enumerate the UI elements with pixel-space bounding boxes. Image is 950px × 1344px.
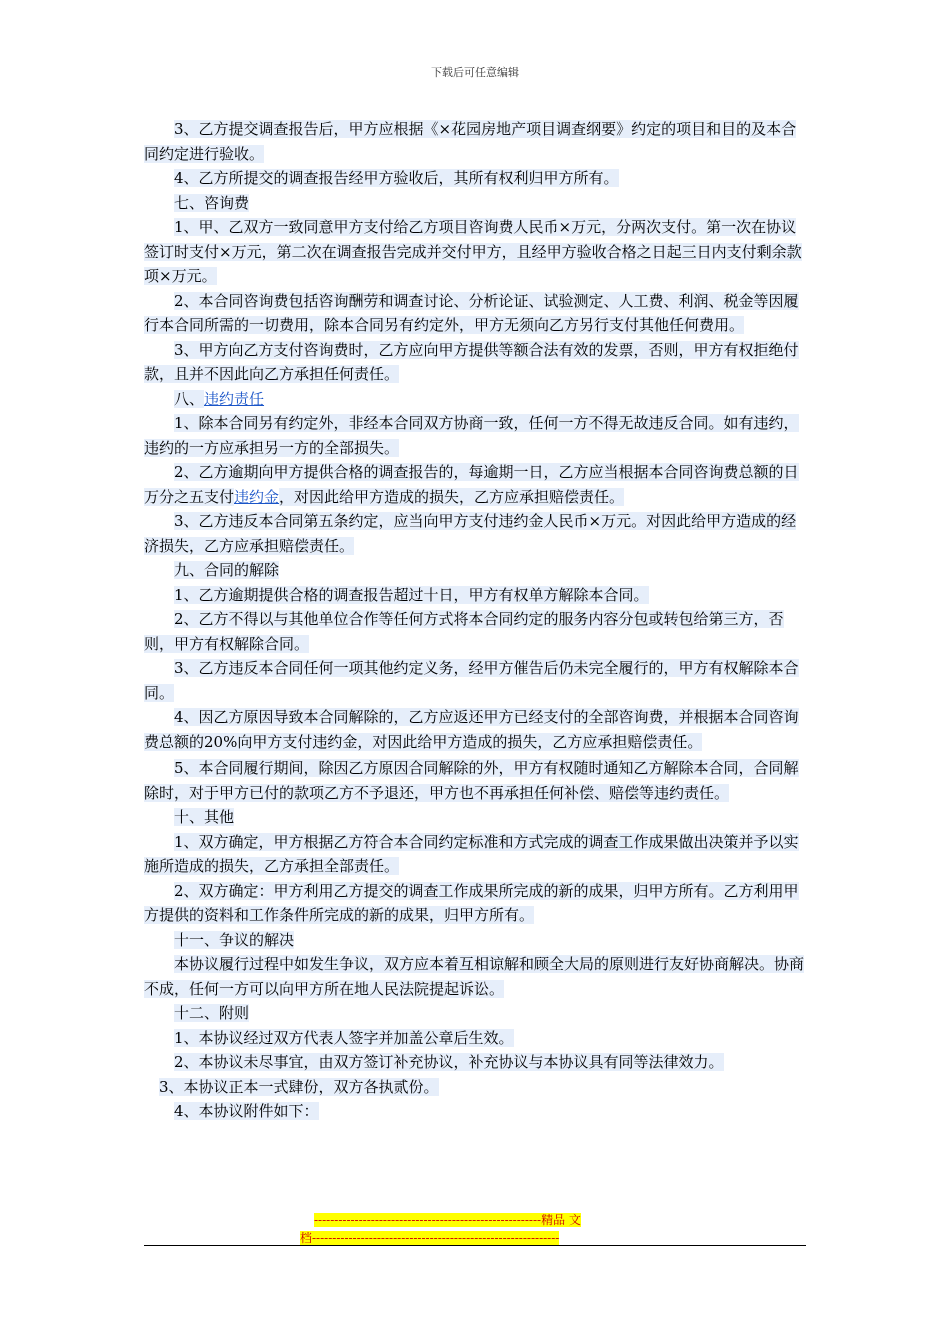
paragraph: 2、本协议未尽事宜，由双方签订补充协议，补充协议与本协议具有同等法律效力。 bbox=[174, 1053, 724, 1071]
paragraph: 4、本协议附件如下： bbox=[174, 1102, 319, 1120]
paragraph: 1、本协议经过双方代表人签字并加盖公章后生效。 bbox=[174, 1028, 514, 1047]
footer-line-2: 档------------------------------------------------------------- bbox=[300, 1231, 560, 1245]
penalty-link[interactable]: 违约金 bbox=[234, 487, 280, 506]
section-heading: 十、其他 bbox=[174, 808, 235, 826]
paragraph: 4、乙方所提交的调查报告经甲方验收后，其所有权利归甲方所有。 bbox=[174, 169, 619, 187]
paragraph: 1、乙方逾期提供合格的调查报告超过十日，甲方有权单方解除本合同。 bbox=[174, 585, 649, 604]
section-heading: 八、违约责任 bbox=[174, 389, 265, 408]
paragraph: 2、本合同咨询费包括咨询酬劳和调查讨论、分析论证、试验测定、人工费、利润、税金等因履行本合同所需的一切费用，除本合同另有约定外，甲方无须向乙方另行支付其他任何费用。 bbox=[144, 291, 799, 334]
footer-divider bbox=[144, 1245, 806, 1246]
paragraph: 1、甲、乙双方一致同意甲方支付给乙方项目咨询费人民币×万元，分两次支付。第一次在协议签订时支付×万元，第二次在调查报告完成并交付甲方，且经甲方验收合格之日起三日内支付剩余款项×万元。 bbox=[144, 218, 802, 285]
paragraph: 4、因乙方原因导致本合同解除的，乙方应返还甲方已经支付的全部咨询费，并根据本合同咨询费总额的20%向甲方支付违约金，对因此给甲方造成的损失，乙方应承担赔偿责任。 bbox=[144, 708, 799, 751]
paragraph: 1、双方确定，甲方根据乙方符合本合同约定标准和方式完成的调查工作成果做出决策并予以实施所造成的损失，乙方承担全部责任。 bbox=[144, 832, 799, 875]
document-body bbox=[144, 117, 806, 1124]
section-heading: 九、合同的解除 bbox=[174, 561, 280, 579]
breach-liability-link[interactable]: 违约责任 bbox=[204, 389, 265, 408]
paragraph: 2、乙方逾期向甲方提供合格的调查报告的，每逾期一日，乙方应当根据本合同咨询费总额的日万分之五支付违约金，对因此给甲方造成的损失，乙方应承担赔偿责任。 bbox=[144, 463, 799, 506]
paragraph: 2、乙方不得以与其他单位合作等任何方式将本合同约定的服务内容分包或转包给第三方，否则，甲方有权解除合同。 bbox=[144, 610, 784, 653]
paragraph: 2、双方确定：甲方利用乙方提交的调查工作成果所完成的新的成果，归甲方所有。乙方利用甲方提供的资料和工作条件所完成的新的成果，归甲方所有。 bbox=[144, 881, 799, 924]
section-heading: 十一、争议的解决 bbox=[174, 930, 295, 949]
watermark-footer bbox=[300, 1211, 650, 1247]
footer-line-1: --------------------------------------------------------精品 文 bbox=[314, 1213, 581, 1227]
page-header: 下载后可任意编辑 bbox=[431, 66, 519, 79]
paragraph: 1、除本合同另有约定外，非经本合同双方协商一致，任何一方不得无故违反合同。如有违约，违约的一方应承担另一方的全部损失。 bbox=[144, 414, 799, 457]
paragraph: 3、本协议正本一式肆份，双方各执贰份。 bbox=[159, 1077, 439, 1096]
paragraph: 3、乙方违反本合同第五条约定，应当向甲方支付违约金人民币×万元。对因此给甲方造成的经济损失，乙方应承担赔偿责任。 bbox=[144, 512, 797, 555]
paragraph: 本协议履行过程中如发生争议，双方应本着互相谅解和顾全大局的原则进行友好协商解决。协商不成，任何一方可以向甲方所在地人民法院提起诉讼。 bbox=[144, 955, 805, 998]
paragraph: 3、乙方违反本合同任何一项其他约定义务，经甲方催告后仍未完全履行的，甲方有权解除本合同。 bbox=[144, 659, 799, 702]
section-heading: 七、咨询费 bbox=[174, 193, 250, 212]
paragraph: 3、甲方向乙方支付咨询费时，乙方应向甲方提供等额合法有效的发票，否则，甲方有权拒绝付款，且并不因此向乙方承担任何责任。 bbox=[144, 340, 799, 383]
section-heading: 十二、附则 bbox=[174, 1004, 250, 1022]
paragraph: 3、乙方提交调查报告后，甲方应根据《×花园房地产项目调查纲要》约定的项目和目的及本合同约定进行验收。 bbox=[144, 120, 797, 163]
paragraph: 5、本合同履行期间，除因乙方原因合同解除的外，甲方有权随时通知乙方解除本合同，合同解除时，对于甲方已付的款项乙方不予退还，甲方也不再承担任何补偿、赔偿等违约责任。 bbox=[144, 759, 799, 802]
